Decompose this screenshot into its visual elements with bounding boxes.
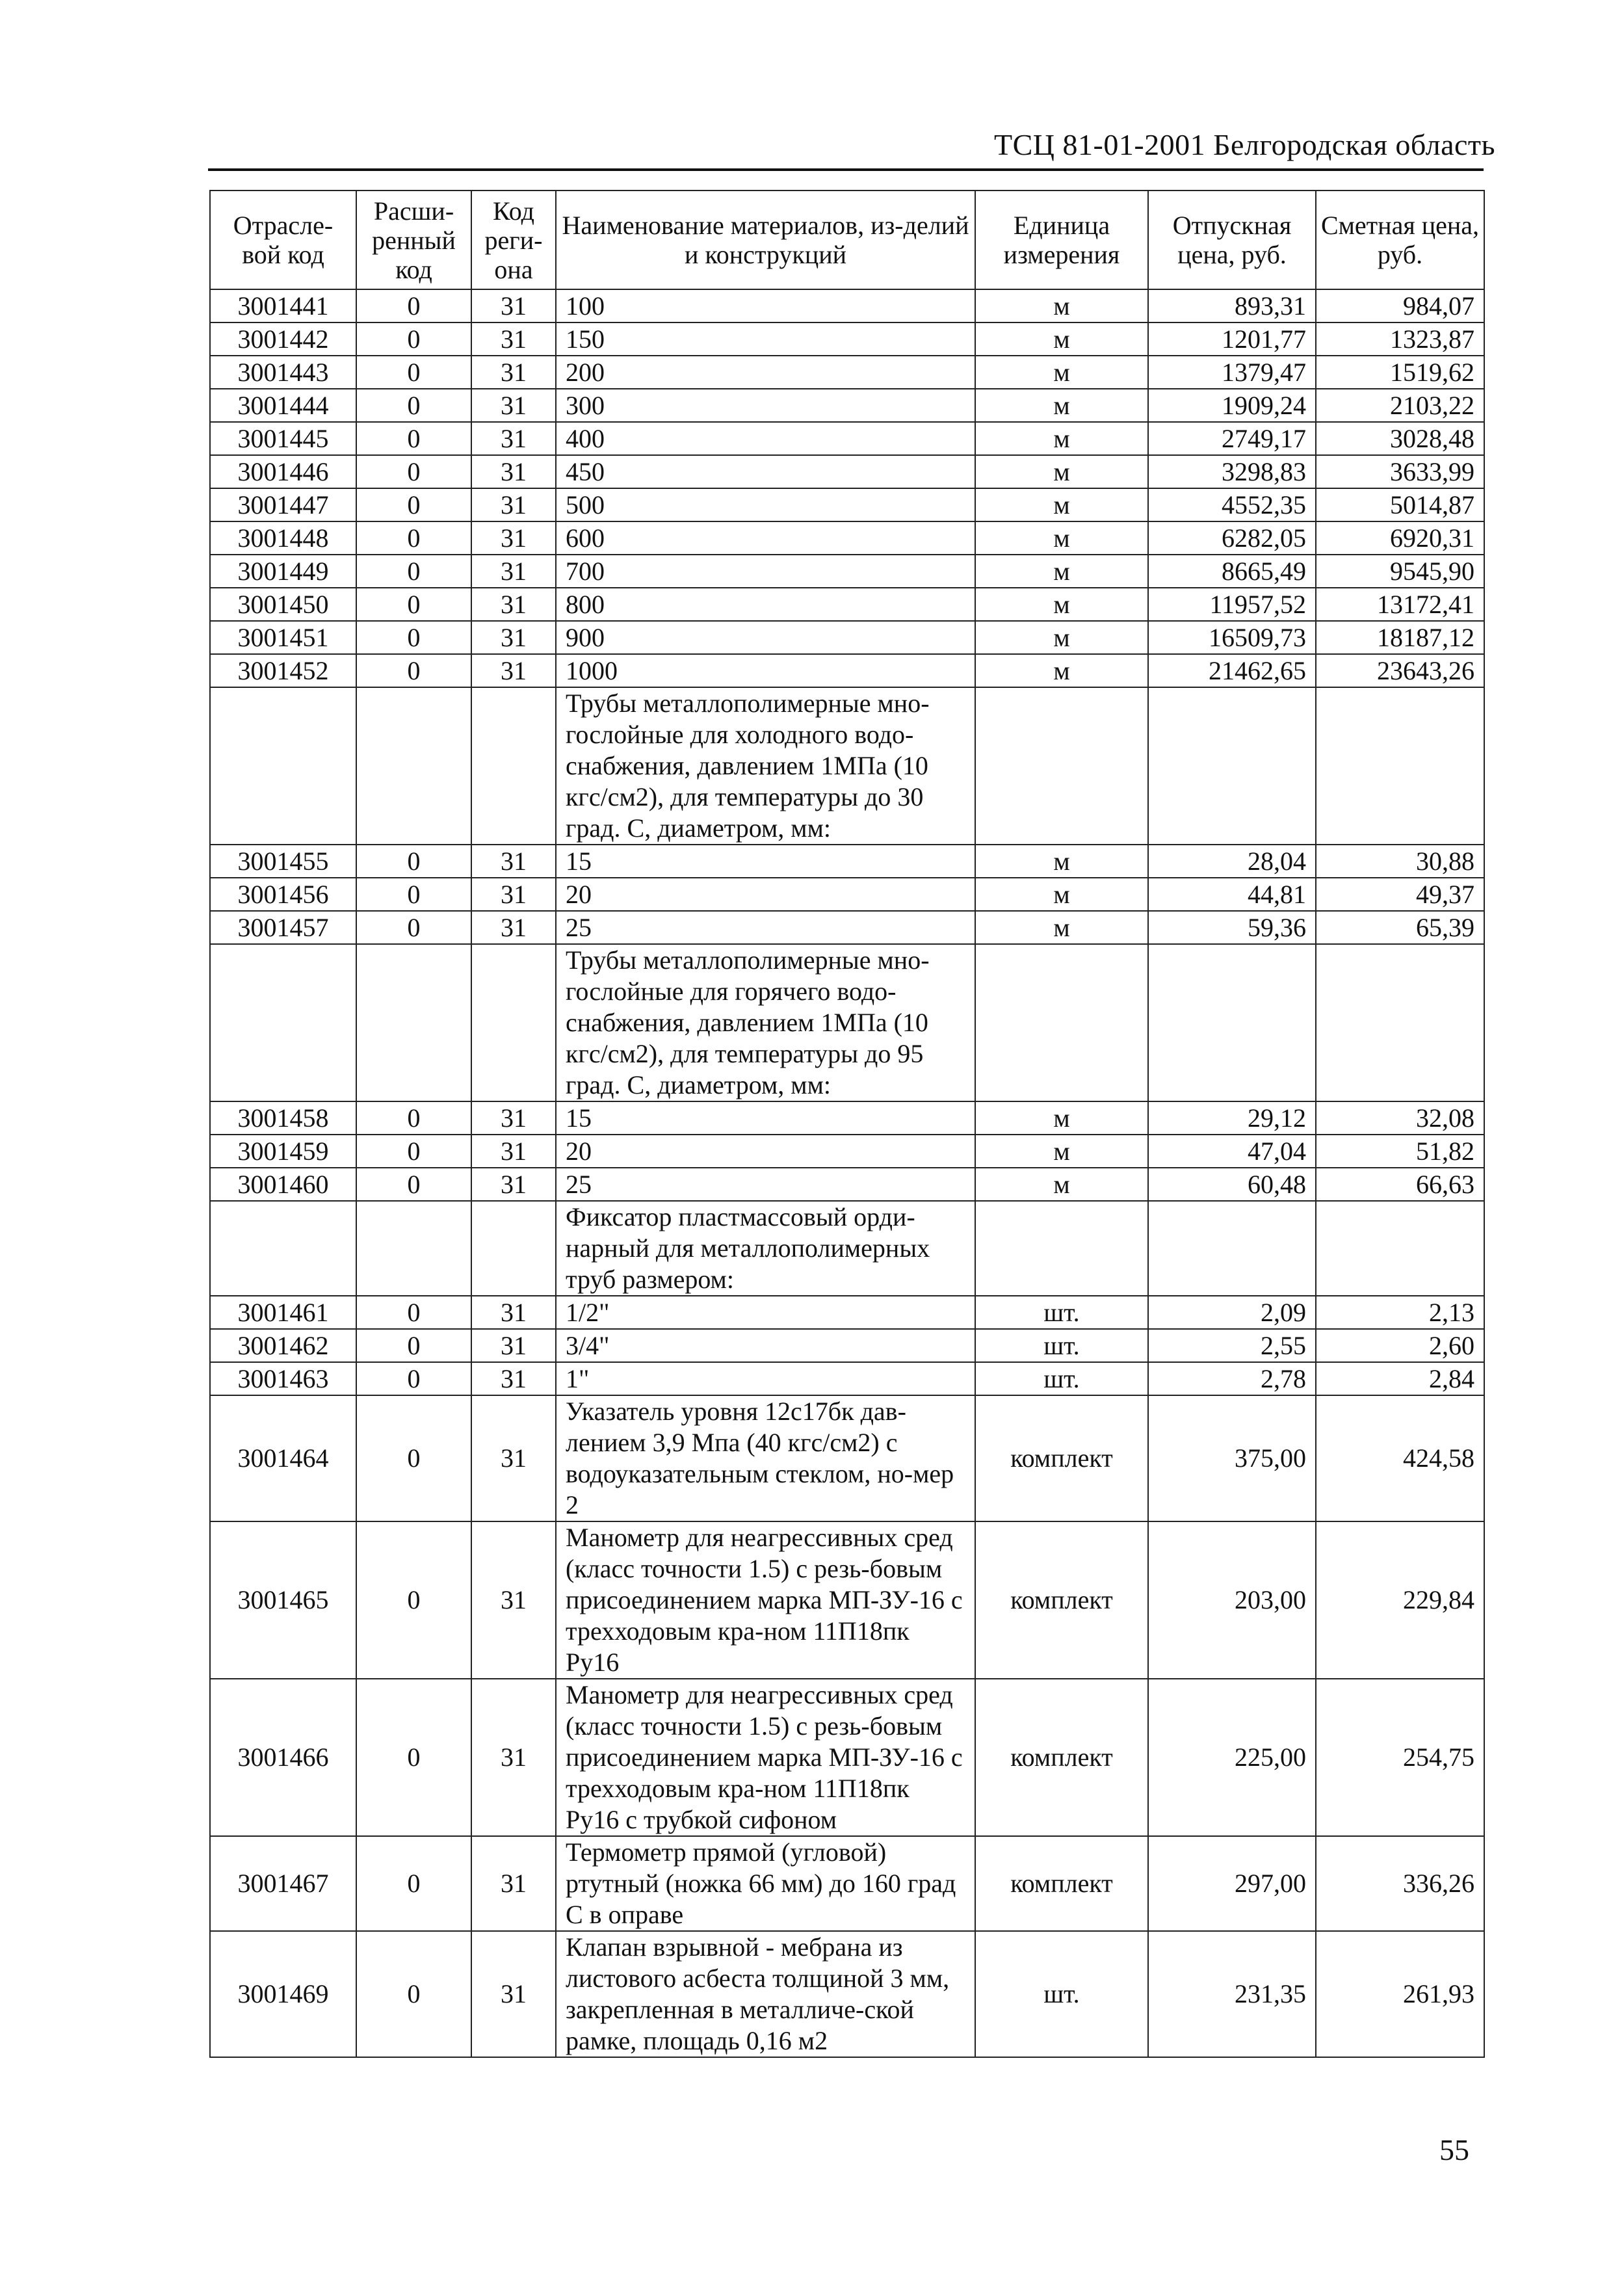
cell-release-price: 2,55 <box>1148 1329 1316 1362</box>
table-row <box>210 1168 1484 1201</box>
cell-region-code: 31 <box>471 289 556 322</box>
cell-name: 15 <box>556 1101 975 1135</box>
cell-ext-code: 0 <box>356 1931 471 2057</box>
section-empty-estimate <box>1316 687 1484 845</box>
cell-unit: шт. <box>975 1931 1148 2057</box>
cell-name: 600 <box>556 521 975 555</box>
cell-unit: м <box>975 455 1148 488</box>
cell-unit: м <box>975 654 1148 687</box>
cell-name: 900 <box>556 621 975 654</box>
section-empty-code <box>210 1201 356 1296</box>
cell-code: 3001457 <box>210 911 356 944</box>
cell-code: 3001449 <box>210 555 356 588</box>
cell-release-price: 44,81 <box>1148 878 1316 911</box>
cell-unit: м <box>975 389 1148 422</box>
section-empty-unit <box>975 687 1148 845</box>
table-row <box>210 455 1484 488</box>
cell-ext-code: 0 <box>356 322 471 356</box>
cell-code: 3001448 <box>210 521 356 555</box>
cell-region-code: 31 <box>471 1395 556 1521</box>
section-empty-ext <box>356 944 471 1101</box>
cell-ext-code: 0 <box>356 845 471 878</box>
cell-estimate-price: 9545,90 <box>1316 555 1484 588</box>
table-row <box>210 1135 1484 1168</box>
cell-ext-code: 0 <box>356 878 471 911</box>
section-row <box>210 687 1484 845</box>
cell-estimate-price: 66,63 <box>1316 1168 1484 1201</box>
cell-release-price: 1379,47 <box>1148 356 1316 389</box>
cell-name: 200 <box>556 356 975 389</box>
cell-release-price: 893,31 <box>1148 289 1316 322</box>
cell-code: 3001446 <box>210 455 356 488</box>
column-header-name: Наименование материалов, из-делий и конструкций <box>556 191 975 289</box>
table-row <box>210 422 1484 455</box>
table-row <box>210 1679 1484 1836</box>
table-row <box>210 845 1484 878</box>
cell-release-price: 231,35 <box>1148 1931 1316 2057</box>
cell-region-code: 31 <box>471 1101 556 1135</box>
table-row <box>210 488 1484 521</box>
table-row <box>210 1931 1484 2057</box>
cell-estimate-price: 261,93 <box>1316 1931 1484 2057</box>
cell-unit: м <box>975 621 1148 654</box>
cell-ext-code: 0 <box>356 588 471 621</box>
table-row <box>210 521 1484 555</box>
cell-name: Клапан взрывной - мебрана из листового асбеста толщиной 3 мм, закрепленная в металличе-ской рамке, площадь 0,16 м2 <box>556 1931 975 2057</box>
cell-code: 3001461 <box>210 1296 356 1329</box>
cell-code: 3001455 <box>210 845 356 878</box>
cell-estimate-price: 13172,41 <box>1316 588 1484 621</box>
cell-unit: комплект <box>975 1395 1148 1521</box>
cell-region-code: 31 <box>471 621 556 654</box>
table-row <box>210 356 1484 389</box>
cell-estimate-price: 18187,12 <box>1316 621 1484 654</box>
cell-name: 15 <box>556 845 975 878</box>
cell-estimate-price: 984,07 <box>1316 289 1484 322</box>
cell-estimate-price: 3028,48 <box>1316 422 1484 455</box>
table-row <box>210 322 1484 356</box>
cell-ext-code: 0 <box>356 389 471 422</box>
cell-region-code: 31 <box>471 1362 556 1395</box>
cell-estimate-price: 229,84 <box>1316 1521 1484 1679</box>
table-row <box>210 1329 1484 1362</box>
cell-unit: м <box>975 878 1148 911</box>
cell-ext-code: 0 <box>356 455 471 488</box>
header-rule <box>208 168 1484 171</box>
cell-release-price: 203,00 <box>1148 1521 1316 1679</box>
column-header-estimate-price: Сметная цена, руб. <box>1316 191 1484 289</box>
cell-ext-code: 0 <box>356 289 471 322</box>
table-row <box>210 555 1484 588</box>
cell-region-code: 31 <box>471 1329 556 1362</box>
cell-name: 1/2" <box>556 1296 975 1329</box>
cell-ext-code: 0 <box>356 911 471 944</box>
cell-name: 1000 <box>556 654 975 687</box>
cell-ext-code: 0 <box>356 1101 471 1135</box>
cell-release-price: 29,12 <box>1148 1101 1316 1135</box>
cell-estimate-price: 3633,99 <box>1316 455 1484 488</box>
section-row <box>210 944 1484 1101</box>
cell-unit: м <box>975 1101 1148 1135</box>
cell-unit: м <box>975 488 1148 521</box>
cell-release-price: 2,78 <box>1148 1362 1316 1395</box>
cell-region-code: 31 <box>471 878 556 911</box>
cell-unit: м <box>975 322 1148 356</box>
cell-ext-code: 0 <box>356 654 471 687</box>
cell-region-code: 31 <box>471 356 556 389</box>
section-empty-unit <box>975 944 1148 1101</box>
document-header: ТСЦ 81-01-2001 Белгородская область <box>994 128 1495 161</box>
cell-name: 25 <box>556 1168 975 1201</box>
cell-release-price: 297,00 <box>1148 1836 1316 1931</box>
cell-unit: м <box>975 588 1148 621</box>
cell-region-code: 31 <box>471 521 556 555</box>
cell-name: Манометр для неагрессивных сред (класс точности 1.5) с резь-бовым присоединением марка МП-ЗУ-16 с трехходовым кра-ном 11П18пк Ру16 с трубкой сифоном <box>556 1679 975 1836</box>
column-header-release-price: Отпускная цена, руб. <box>1148 191 1316 289</box>
cell-ext-code: 0 <box>356 521 471 555</box>
section-empty-release <box>1148 944 1316 1101</box>
cell-unit: м <box>975 845 1148 878</box>
cell-unit: м <box>975 521 1148 555</box>
cell-code: 3001451 <box>210 621 356 654</box>
cell-release-price: 47,04 <box>1148 1135 1316 1168</box>
cell-code: 3001460 <box>210 1168 356 1201</box>
cell-estimate-price: 1519,62 <box>1316 356 1484 389</box>
cell-name: 1" <box>556 1362 975 1395</box>
cell-estimate-price: 6920,31 <box>1316 521 1484 555</box>
cell-name: 150 <box>556 322 975 356</box>
cell-estimate-price: 65,39 <box>1316 911 1484 944</box>
cell-unit: комплект <box>975 1521 1148 1679</box>
table-row <box>210 1101 1484 1135</box>
cell-estimate-price: 2,60 <box>1316 1329 1484 1362</box>
cell-release-price: 375,00 <box>1148 1395 1316 1521</box>
cell-region-code: 31 <box>471 1521 556 1679</box>
cell-name: 700 <box>556 555 975 588</box>
cell-unit: м <box>975 1135 1148 1168</box>
cell-estimate-price: 30,88 <box>1316 845 1484 878</box>
section-empty-estimate <box>1316 1201 1484 1296</box>
table-row <box>210 1362 1484 1395</box>
cell-name: 20 <box>556 1135 975 1168</box>
cell-release-price: 2749,17 <box>1148 422 1316 455</box>
cell-code: 3001462 <box>210 1329 356 1362</box>
table-row <box>210 1296 1484 1329</box>
column-header-code: Отрасле-вой код <box>210 191 356 289</box>
cell-release-price: 1201,77 <box>1148 322 1316 356</box>
cell-name: 500 <box>556 488 975 521</box>
column-header-ext-code: Расши-ренный код <box>356 191 471 289</box>
cell-unit: м <box>975 356 1148 389</box>
cell-ext-code: 0 <box>356 1168 471 1201</box>
cell-code: 3001445 <box>210 422 356 455</box>
cell-code: 3001465 <box>210 1521 356 1679</box>
table-row <box>210 654 1484 687</box>
cell-code: 3001467 <box>210 1836 356 1931</box>
table-row <box>210 588 1484 621</box>
cell-release-price: 59,36 <box>1148 911 1316 944</box>
cell-estimate-price: 2,13 <box>1316 1296 1484 1329</box>
cell-ext-code: 0 <box>356 1836 471 1931</box>
cell-estimate-price: 23643,26 <box>1316 654 1484 687</box>
section-empty-unit <box>975 1201 1148 1296</box>
cell-region-code: 31 <box>471 422 556 455</box>
cell-estimate-price: 32,08 <box>1316 1101 1484 1135</box>
cell-region-code: 31 <box>471 389 556 422</box>
table-row <box>210 878 1484 911</box>
cell-code: 3001442 <box>210 322 356 356</box>
cell-name: 20 <box>556 878 975 911</box>
cell-unit: шт. <box>975 1362 1148 1395</box>
cell-release-price: 28,04 <box>1148 845 1316 878</box>
section-empty-ext <box>356 687 471 845</box>
table-row <box>210 1395 1484 1521</box>
section-empty-code <box>210 944 356 1101</box>
table-row <box>210 1521 1484 1679</box>
column-header-unit: Единица измерения <box>975 191 1148 289</box>
section-empty-region <box>471 1201 556 1296</box>
cell-code: 3001459 <box>210 1135 356 1168</box>
section-empty-estimate <box>1316 944 1484 1101</box>
cell-estimate-price: 1323,87 <box>1316 322 1484 356</box>
cell-region-code: 31 <box>471 1296 556 1329</box>
cell-code: 3001458 <box>210 1101 356 1135</box>
price-table <box>209 190 1485 2058</box>
cell-ext-code: 0 <box>356 1135 471 1168</box>
cell-unit: м <box>975 422 1148 455</box>
cell-name: 300 <box>556 389 975 422</box>
cell-region-code: 31 <box>471 654 556 687</box>
cell-ext-code: 0 <box>356 621 471 654</box>
cell-unit: м <box>975 911 1148 944</box>
table-header-row <box>210 191 1484 289</box>
cell-estimate-price: 5014,87 <box>1316 488 1484 521</box>
cell-release-price: 1909,24 <box>1148 389 1316 422</box>
cell-name: 800 <box>556 588 975 621</box>
cell-release-price: 4552,35 <box>1148 488 1316 521</box>
cell-estimate-price: 51,82 <box>1316 1135 1484 1168</box>
cell-ext-code: 0 <box>356 356 471 389</box>
cell-region-code: 31 <box>471 845 556 878</box>
table-body <box>210 289 1484 2057</box>
cell-name: Указатель уровня 12с17бк дав-лением 3,9 Мпа (40 кгс/см2) с водоуказательным стеклом, но-мер 2 <box>556 1395 975 1521</box>
section-row <box>210 1201 1484 1296</box>
cell-ext-code: 0 <box>356 488 471 521</box>
cell-ext-code: 0 <box>356 1296 471 1329</box>
cell-name: 100 <box>556 289 975 322</box>
cell-release-price: 16509,73 <box>1148 621 1316 654</box>
cell-ext-code: 0 <box>356 1362 471 1395</box>
cell-release-price: 60,48 <box>1148 1168 1316 1201</box>
cell-unit: комплект <box>975 1679 1148 1836</box>
cell-ext-code: 0 <box>356 1679 471 1836</box>
section-title: Трубы металлополимерные мно-гослойные для горячего водо-снабжения, давлением 1МПа (10 кгс/см2), для температуры до 95 град. С, диаметром, мм: <box>556 944 975 1101</box>
cell-release-price: 11957,52 <box>1148 588 1316 621</box>
cell-estimate-price: 49,37 <box>1316 878 1484 911</box>
section-empty-region <box>471 944 556 1101</box>
cell-estimate-price: 2,84 <box>1316 1362 1484 1395</box>
cell-name: 400 <box>556 422 975 455</box>
cell-estimate-price: 336,26 <box>1316 1836 1484 1931</box>
cell-release-price: 21462,65 <box>1148 654 1316 687</box>
cell-unit: м <box>975 289 1148 322</box>
cell-region-code: 31 <box>471 455 556 488</box>
section-empty-release <box>1148 687 1316 845</box>
cell-estimate-price: 254,75 <box>1316 1679 1484 1836</box>
cell-region-code: 31 <box>471 588 556 621</box>
cell-region-code: 31 <box>471 488 556 521</box>
table-row <box>210 1836 1484 1931</box>
cell-release-price: 225,00 <box>1148 1679 1316 1836</box>
table-row <box>210 621 1484 654</box>
cell-code: 3001464 <box>210 1395 356 1521</box>
cell-name: 450 <box>556 455 975 488</box>
section-empty-code <box>210 687 356 845</box>
section-title: Трубы металлополимерные мно-гослойные для холодного водо-снабжения, давлением 1МПа (10 кгс/см2), для температуры до 30 град. С, диаметром, мм: <box>556 687 975 845</box>
cell-region-code: 31 <box>471 555 556 588</box>
column-header-region-code: Код реги-она <box>471 191 556 289</box>
cell-code: 3001441 <box>210 289 356 322</box>
cell-region-code: 31 <box>471 1168 556 1201</box>
cell-name: Манометр для неагрессивных сред (класс точности 1.5) с резь-бовым присоединением марка МП-ЗУ-16 с трехходовым кра-ном 11П18пк Ру16 <box>556 1521 975 1679</box>
cell-release-price: 6282,05 <box>1148 521 1316 555</box>
cell-estimate-price: 424,58 <box>1316 1395 1484 1521</box>
cell-code: 3001450 <box>210 588 356 621</box>
cell-ext-code: 0 <box>356 1395 471 1521</box>
cell-name: Термометр прямой (угловой) ртутный (ножка 66 мм) до 160 град С в оправе <box>556 1836 975 1931</box>
table-row <box>210 389 1484 422</box>
cell-unit: м <box>975 1168 1148 1201</box>
cell-release-price: 2,09 <box>1148 1296 1316 1329</box>
cell-region-code: 31 <box>471 1135 556 1168</box>
section-empty-region <box>471 687 556 845</box>
table-row <box>210 911 1484 944</box>
cell-code: 3001456 <box>210 878 356 911</box>
cell-estimate-price: 2103,22 <box>1316 389 1484 422</box>
section-empty-ext <box>356 1201 471 1296</box>
cell-region-code: 31 <box>471 1836 556 1931</box>
cell-ext-code: 0 <box>356 1329 471 1362</box>
cell-region-code: 31 <box>471 1679 556 1836</box>
cell-code: 3001469 <box>210 1931 356 2057</box>
cell-code: 3001444 <box>210 389 356 422</box>
cell-unit: комплект <box>975 1836 1148 1931</box>
table-row <box>210 289 1484 322</box>
cell-name: 25 <box>556 911 975 944</box>
section-title: Фиксатор пластмассовый орди-нарный для металлополимерных труб размером: <box>556 1201 975 1296</box>
cell-release-price: 3298,83 <box>1148 455 1316 488</box>
cell-unit: шт. <box>975 1296 1148 1329</box>
cell-code: 3001452 <box>210 654 356 687</box>
cell-code: 3001447 <box>210 488 356 521</box>
cell-unit: шт. <box>975 1329 1148 1362</box>
cell-release-price: 8665,49 <box>1148 555 1316 588</box>
cell-code: 3001463 <box>210 1362 356 1395</box>
page-number: 55 <box>1439 2133 1469 2166</box>
section-empty-release <box>1148 1201 1316 1296</box>
cell-region-code: 31 <box>471 322 556 356</box>
cell-region-code: 31 <box>471 1931 556 2057</box>
cell-ext-code: 0 <box>356 555 471 588</box>
cell-ext-code: 0 <box>356 422 471 455</box>
cell-code: 3001466 <box>210 1679 356 1836</box>
cell-code: 3001443 <box>210 356 356 389</box>
cell-ext-code: 0 <box>356 1521 471 1679</box>
cell-unit: м <box>975 555 1148 588</box>
cell-name: 3/4" <box>556 1329 975 1362</box>
cell-region-code: 31 <box>471 911 556 944</box>
